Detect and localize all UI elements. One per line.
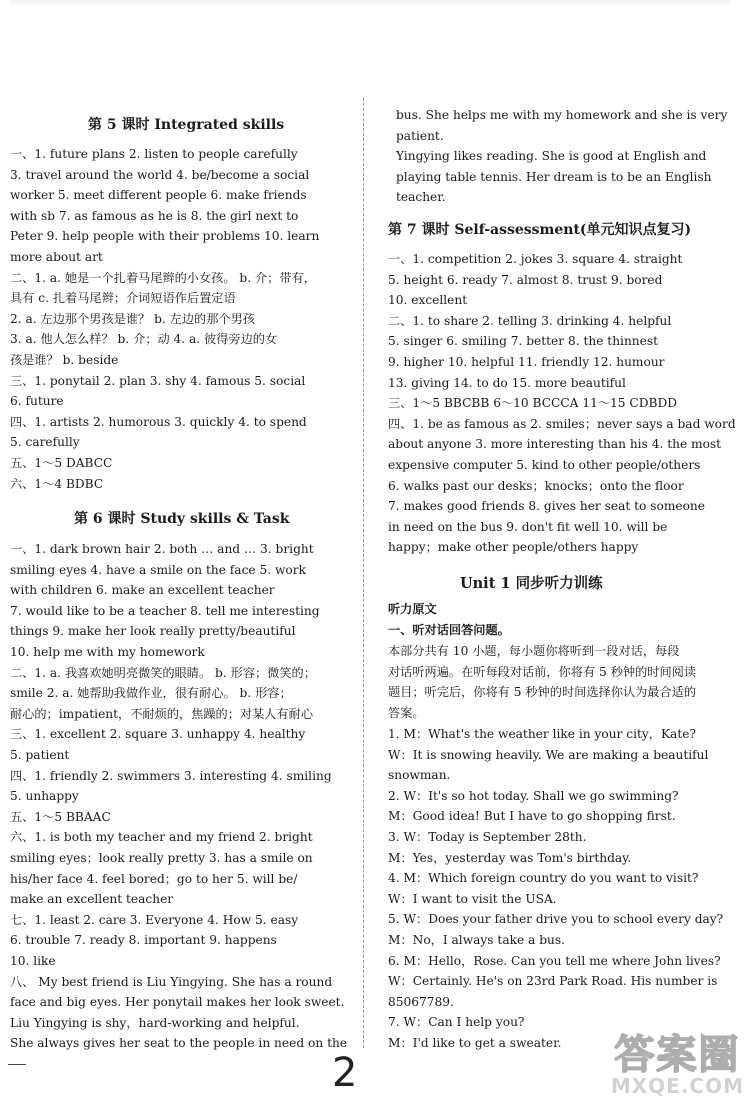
text-line: 六、1. is both my teacher and my friend 2. bright [10, 830, 313, 845]
text-line: about anyone 3. more interesting than his 4. the most [388, 437, 722, 452]
text-line: worker 5. meet different people 6. make friends [10, 188, 307, 203]
text-line: 5. unhappy [10, 789, 79, 804]
listening-instruction: 一、听对话回答问题。 [388, 623, 510, 637]
text-line: snowman. [388, 768, 451, 783]
text-line: 3. a. 他人怎么样？ b. 介；动 4. a. 彼得旁边的女 [10, 332, 278, 347]
page-number: 2 [332, 1050, 358, 1096]
text-line: 10. excellent [388, 293, 468, 308]
text-line: 4. M：Which foreign country do you want to visit? [388, 871, 699, 886]
text-line: 四、1. friendly 2. swimmers 3. interesting 4. smiling [10, 768, 332, 783]
text-line: 9. higher 10. helpful 11. friendly 12. humour [388, 355, 665, 369]
text-line: 3. W：Today is September 28th. [388, 830, 587, 844]
text-line: 5. W：Does your father drive you to school every day? [388, 912, 724, 927]
text-line: 耐心的；impatient，不耐烦的，焦躁的；对某人有耐心 [10, 706, 314, 721]
text-line: 二、1. to share 2. telling 3. drinking 4. helpful [388, 313, 672, 328]
text-line: Yingying likes reading. She is good at English and [396, 149, 707, 164]
text-line: 二、1. a. 我喜欢她明亮微笑的眼睛。 b. 形容；微笑的； [10, 665, 316, 680]
text-line: 五、1～5 DABCC [10, 456, 113, 470]
text-line: M：Good idea! But I have to go shopping first. [388, 809, 676, 824]
text-line: 一、1. competition 2. jokes 3. square 4. straight [388, 252, 683, 266]
text-line: expensive computer 5. kind to other people/others [388, 458, 701, 472]
text-line: happy；make other people/others happy [388, 540, 639, 555]
text-line: teacher. [396, 190, 446, 205]
text-line: 10. like [10, 954, 56, 968]
text-line: M：I'd like to get a sweater. [388, 1036, 562, 1050]
text-line: 四、1. be as famous as 2. smiles；never says a bad word [388, 416, 736, 431]
text-line: Peter 9. help people with their problems 10. learn [10, 229, 320, 244]
lesson5-title: 第 5 课时 Integrated skills [88, 117, 285, 133]
text-line: 1. M：What's the weather like in your city，Kate? [388, 727, 696, 741]
text-line: 一、1. dark brown hair 2. both … and … 3. bright [10, 542, 314, 556]
text-line: 七、1. least 2. care 3. Everyone 4. How 5. easy [10, 912, 299, 927]
text-line: 孩是谁？ b. beside [10, 353, 119, 367]
text-line: 六、1～4 BDBC [10, 476, 104, 491]
text-line: 2. a. 左边那个男孩是谁？ b. 左边的那个男孩 [10, 311, 255, 326]
text-line: 6. M：Hello，Rose. Can you tell me where John lives? [388, 953, 721, 968]
text-line: playing table tennis. Her dream is to be an English [396, 169, 712, 184]
text-line: W：It is snowing heavily. We are making a beautiful [388, 747, 709, 762]
text-line: W：Certainly. He's on 23rd Park Road. His number is [388, 974, 718, 989]
text-line: 二、1. a. 她是一个扎着马尾辫的小女孩。 b. 介；带有， [10, 270, 316, 285]
text-line: 三、1～5 BBCBB 6～10 BCCCA 11～15 CDBDD [388, 396, 678, 411]
text-line: 题目；听完后，你将有 5 秒钟的时间选择你认为最合适的 [388, 685, 697, 700]
unit1-listening-title: Unit 1 同步听力训练 [460, 575, 603, 592]
text-line: his/her face 4. feel bored；go to her 5. will be/ [10, 871, 298, 886]
footer-dash [8, 1064, 26, 1065]
text-line: 10. help me with my homework [10, 645, 205, 659]
text-line: 具有 c. 扎着马尾辫；介词短语作后置定语 [10, 291, 236, 306]
text-line: 3. travel around the world 4. be/become a social [10, 167, 310, 182]
text-line: smile 2. a. 她帮助我做作业，很有耐心。 b. 形容； [10, 686, 292, 701]
text-line: 5. height 6. ready 7. almost 8. trust 9. bored [388, 272, 663, 287]
text-line: smiling eyes；look really pretty 3. has a smile on [10, 851, 313, 865]
scan-top-shadow [10, 0, 730, 6]
text-line: 三、1. excellent 2. square 3. unhappy 4. healthy [10, 727, 306, 742]
text-line: 6. walks past our desks；knocks；onto the floor [388, 478, 684, 493]
text-line: bus. She helps me with my homework and she is very [396, 108, 728, 122]
text-line: things 9. make her look really pretty/beautiful [10, 624, 296, 639]
text-line: 5. carefully [10, 435, 80, 450]
text-line: M：No，I always take a bus. [388, 933, 565, 947]
text-line: 85067789. [388, 994, 454, 1009]
text-line: 6. future [10, 394, 64, 409]
text-line: 7. W：Can I help you? [388, 1015, 525, 1030]
text-line: She always gives her seat to the people in need on the [10, 1036, 348, 1051]
text-line: 五、1～5 BBAAC [10, 809, 111, 824]
text-line: in need on the bus 9. don't fit well 10. will be [388, 519, 668, 534]
text-line: M：Yes，yesterday was Tom's birthday. [388, 850, 632, 865]
text-line: make an excellent teacher [10, 892, 174, 907]
text-line: more about art [10, 250, 103, 264]
text-line: 本部分共有 10 小题，每小题你将听到一段对话，每段 [388, 644, 680, 658]
text-line: 13. giving 14. to do 15. more beautiful [388, 375, 626, 390]
text-line: face and big eyes. Her ponytail makes her look sweet. [10, 995, 345, 1010]
watermark-logo [611, 1023, 744, 1098]
text-line: 5. singer 6. smiling 7. better 8. the thinnest [388, 334, 659, 349]
text-line: 5. patient [10, 748, 70, 762]
text-line: 一、1. future plans 2. listen to people carefully [10, 147, 298, 161]
text-line: with sb 7. as famous as he is 8. the girl next to [10, 208, 299, 223]
text-line: 八、 My best friend is Liu Yingying. She has a round [10, 974, 333, 989]
text-line: Liu Yingying is shy，hard-working and helpful. [10, 1015, 300, 1030]
text-line: 2. W：It's so hot today. Shall we go swimming? [388, 788, 679, 803]
watermark-text: 答案圈 [614, 1032, 741, 1078]
lesson6-title: 第 6 课时 Study skills & Task [74, 511, 290, 527]
text-line: 三、1. ponytail 2. plan 3. shy 4. famous 5. social [10, 373, 306, 388]
text-line: patient. [396, 128, 444, 143]
column-divider [363, 98, 364, 1048]
listening-label: 听力原文 [388, 602, 437, 616]
text-line: 6. trouble 7. ready 8. important 9. happens [10, 933, 277, 948]
text-line: 对话听两遍。在听每段对话前，你将有 5 秒钟的时间阅读 [388, 664, 697, 679]
text-line: W：I want to visit the USA. [388, 891, 557, 906]
text-line: 答案。 [388, 705, 425, 720]
lesson7-title: 第 7 课时 Self-assessment(单元知识点复习) [388, 222, 692, 238]
text-line: 7. makes good friends 8. gives her seat to someone [388, 499, 705, 514]
text-line: 7. would like to be a teacher 8. tell me interesting [10, 603, 320, 618]
watermark-url: MXQE.COM [610, 1074, 744, 1098]
text-line: with children 6. make an excellent teacher [10, 583, 275, 598]
text-line: 四、1. artists 2. humorous 3. quickly 4. to spend [10, 414, 307, 429]
text-line: smiling eyes 4. have a smile on the face 5. work [10, 562, 306, 577]
